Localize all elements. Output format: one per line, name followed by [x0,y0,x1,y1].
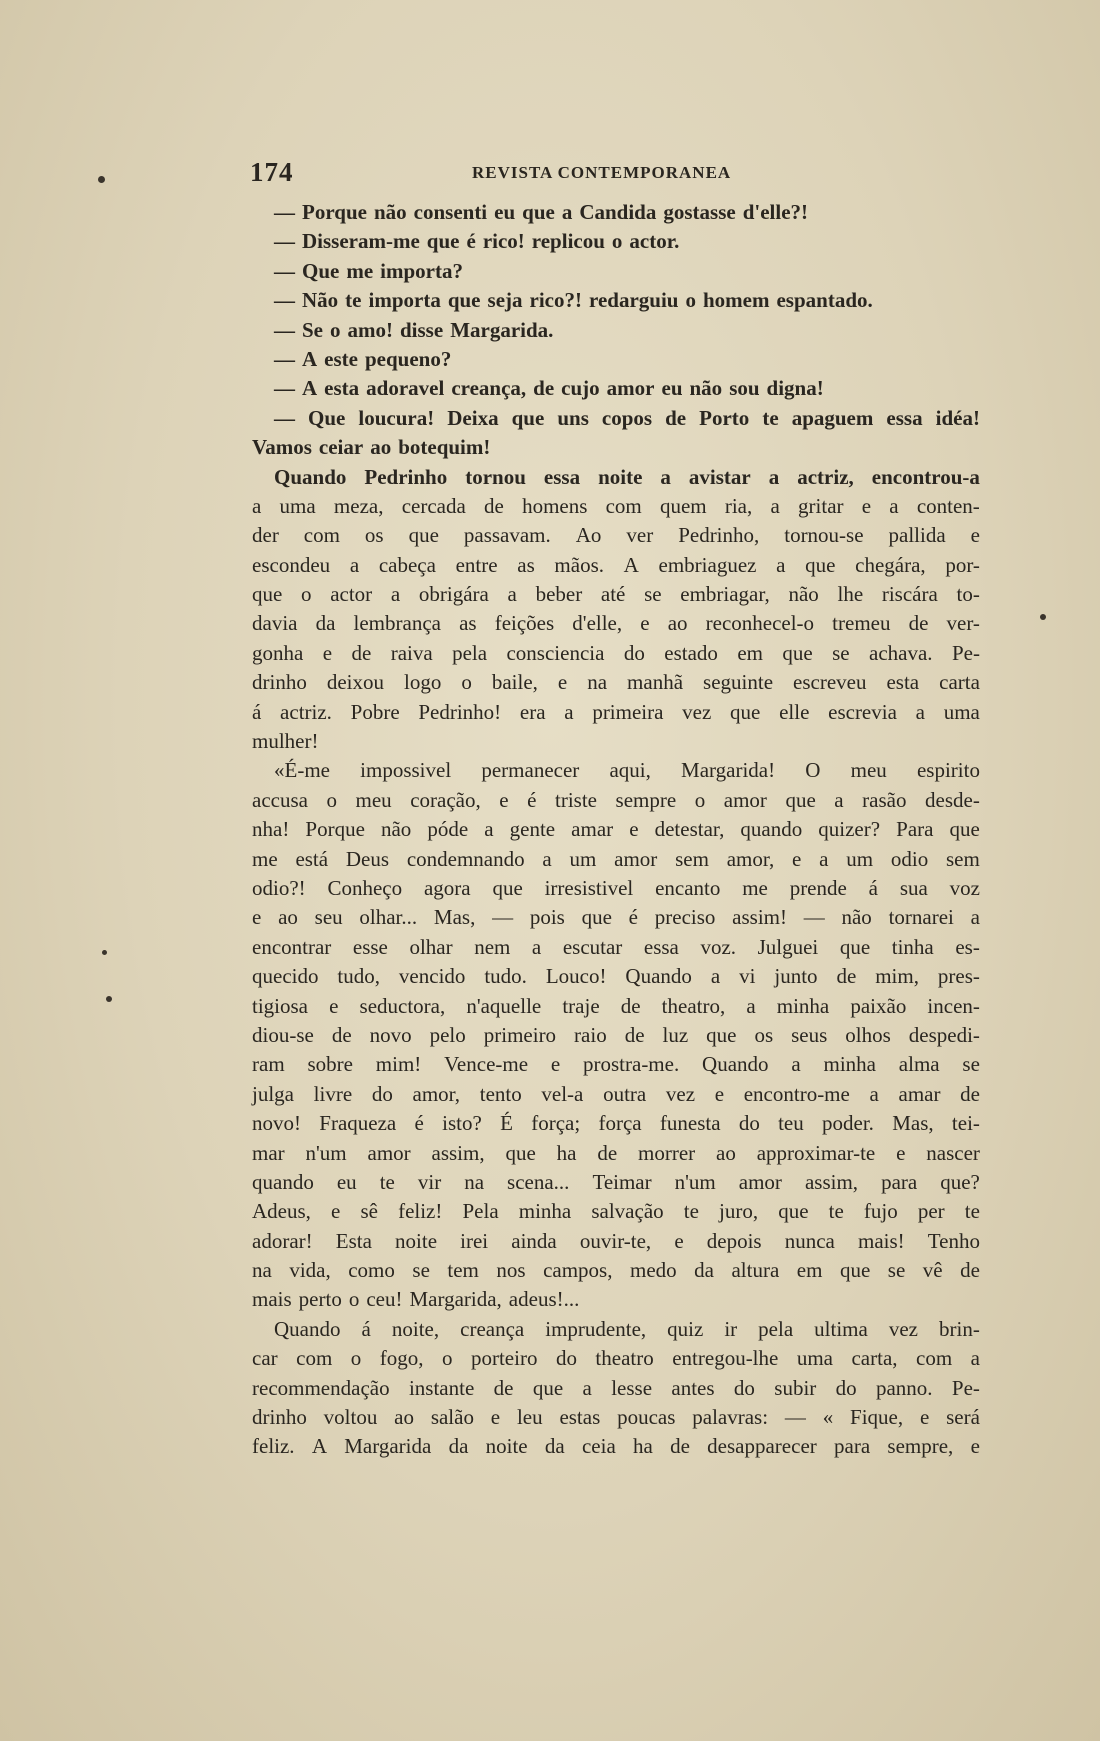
text-line: feliz. A Margarida da noite da ceia ha de desapparecer para sempre, e [252,1434,980,1459]
text-line: — Que me importa? [274,258,463,283]
text-line: — A esta adoravel creança, de cujo amor eu não sou digna! [274,376,824,401]
text-line: «É-me impossivel permanecer aqui, Margarida! O meu espirito [274,758,980,783]
text-line: accusa o meu coração, e é triste sempre o amor que a rasão desde- [252,787,980,812]
text-line: quecido tudo, vencido tudo. Louco! Quando a vi junto de mim, pres- [252,964,980,989]
ink-speck [102,950,107,955]
ink-speck [98,176,105,183]
body-text [252,198,980,1462]
text-line: que o actor a obrigára a beber até se embriagar, não lhe riscára to- [252,582,980,607]
text-line: — Que loucura! Deixa que uns copos de Porto te apaguem essa idéa! [274,405,980,430]
text-line: a uma meza, cercada de homens com quem ria, a gritar e a conten- [252,493,980,518]
text-line: — A este pequeno? [274,346,452,371]
text-line: mais perto o ceu! Margarida, adeus!... [252,1287,580,1312]
text-line: drinho deixou logo o baile, e na manhã seguinte escreveu esta carta [252,670,980,695]
text-line: recommendação instante de que a lesse antes do subir do panno. Pe- [252,1375,980,1400]
text-line: e ao seu olhar... Mas, — pois que é preciso assim! — não tornarei a [252,905,980,930]
text-line: á actriz. Pobre Pedrinho! era a primeira vez que elle escrevia a uma [252,699,980,724]
text-line: der com os que passavam. Ao ver Pedrinho, tornou-se pallida e [252,523,980,548]
text-line: — Não te importa que seja rico?! redarguiu o homem espantado. [274,288,873,313]
text-line: drinho voltou ao salão e leu estas poucas palavras: — « Fique, e será [252,1405,980,1430]
text-line: davia da lembrança as feições d'elle, e ao reconhecel-o tremeu de ver- [252,611,980,636]
text-line: Vamos ceiar ao botequim! [252,435,491,460]
text-line: — Disseram-me que é rico! replicou o actor. [274,229,680,254]
text-line: mar n'um amor assim, que ha de morrer ao approximar-te e nascer [252,1140,980,1165]
page-number: 174 [250,157,294,187]
text-line: na vida, como se tem nos campos, medo da altura em que se vê de [252,1258,980,1283]
text-line: escondeu a cabeça entre as mãos. A embriaguez a que chegára, por- [252,552,980,577]
ink-speck [106,996,112,1002]
text-line: Quando Pedrinho tornou essa noite a avistar a actriz, encontrou-a [274,464,980,489]
text-line: ram sobre mim! Vence-me e prostra-me. Quando a minha alma se [252,1052,980,1077]
text-line: adorar! Esta noite irei ainda ouvir-te, e depois nunca mais! Tenho [252,1228,980,1253]
text-line: julga livre do amor, tento vel-a outra vez e encontro-me a amar de [252,1081,980,1106]
text-line: — Porque não consenti eu que a Candida gostasse d'elle?! [274,200,809,224]
text-line: encontrar esse olhar nem a escutar essa voz. Julguei que tinha es- [252,934,980,959]
page-header [250,157,990,187]
text-line: odio?! Conheço agora que irresistivel encanto me prende á sua voz [252,875,980,900]
text-line: gonha e de raiva pela consciencia do estado em que se achava. Pe- [252,640,980,665]
text-line: me está Deus condemnando a um amor sem amor, e a um odio sem [252,846,980,871]
text-line: nha! Porque não póde a gente amar e detestar, quando quizer? Para que [252,817,980,842]
text-line: novo! Fraqueza é isto? É força; força funesta do teu poder. Mas, tei- [252,1111,980,1136]
text-line: mulher! [252,729,319,754]
running-head: REVISTA CONTEMPORANEA [472,163,732,182]
text-line: tigiosa e seductora, n'aquelle traje de theatro, a minha paixão incen- [252,993,980,1018]
text-line: diou-se de novo pelo primeiro raio de luz que os seus olhos despedi- [252,1022,980,1047]
ink-speck [1040,614,1046,620]
text-line: car com o fogo, o porteiro do theatro entregou-lhe uma carta, com a [252,1346,980,1371]
text-line: Adeus, e sê feliz! Pela minha salvação te juro, que te fujo per te [252,1199,980,1224]
text-line: — Se o amo! disse Margarida. [274,317,554,342]
text-line: Quando á noite, creança imprudente, quiz ir pela ultima vez brin- [274,1316,980,1341]
text-line: quando eu te vir na scena... Teimar n'um amor assim, para que? [252,1169,980,1194]
